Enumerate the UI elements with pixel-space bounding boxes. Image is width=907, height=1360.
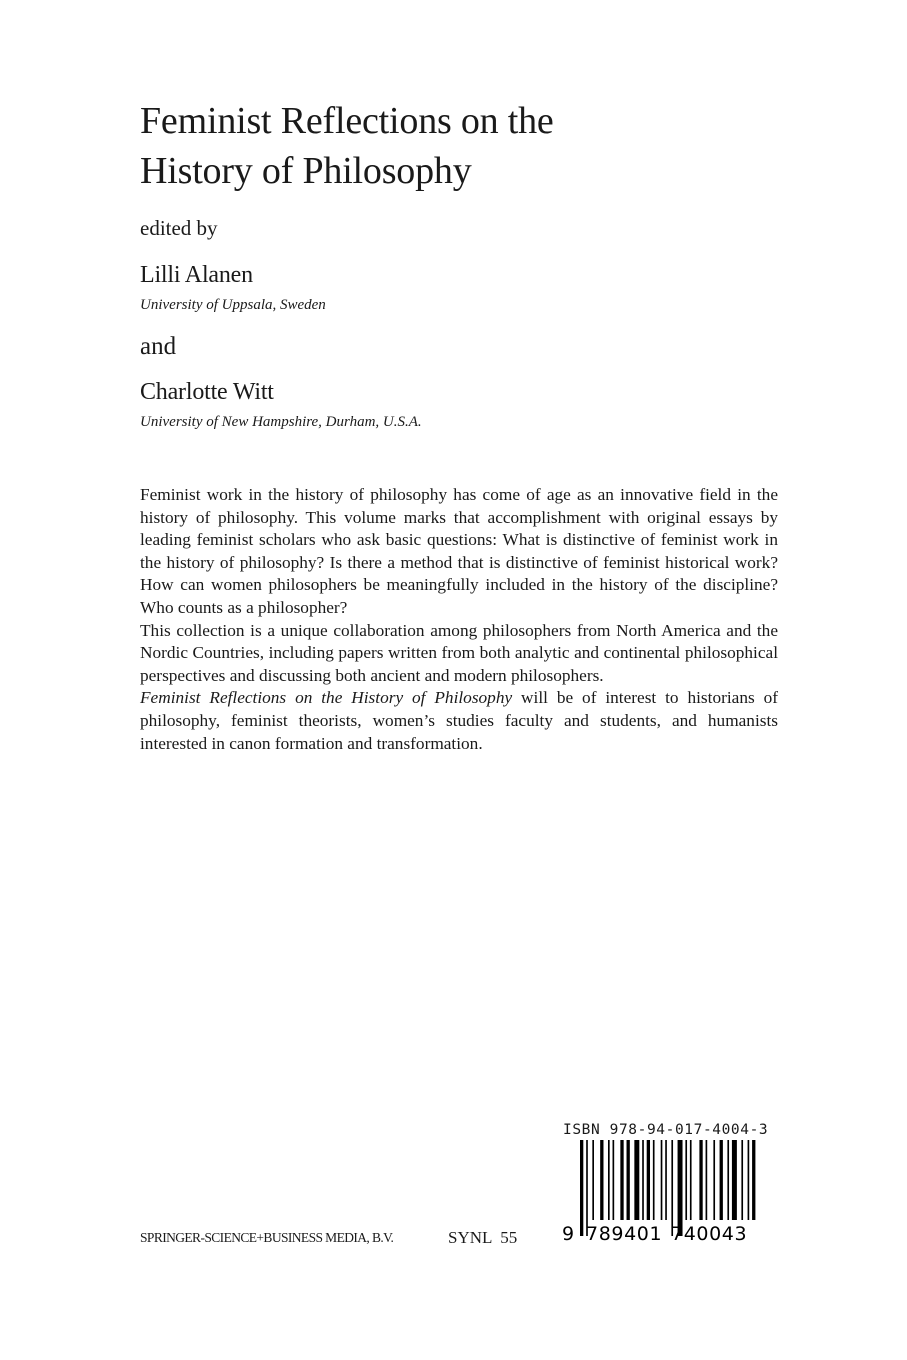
barcode-bar	[608, 1140, 610, 1220]
barcode-bar	[586, 1140, 588, 1236]
barcode-bar	[665, 1140, 667, 1220]
barcode-bar	[741, 1140, 743, 1220]
barcode-bar	[690, 1140, 692, 1220]
publisher-name: SPRINGER-SCIENCE+BUSINESS MEDIA, B.V.	[140, 1230, 394, 1245]
editor-2-name: Charlotte Witt	[140, 379, 274, 405]
title-line-1: Feminist Reflections on the	[140, 100, 554, 142]
barcode-bar	[580, 1140, 583, 1236]
barcode-bar	[592, 1140, 594, 1220]
editor-2-affiliation: University of New Hampshire, Durham, U.S.A.	[140, 414, 422, 430]
title-line-2: History of Philosophy	[140, 150, 472, 192]
edited-by-label: edited by	[140, 216, 218, 240]
barcode-bar	[720, 1140, 723, 1220]
description-paragraph-3-text: will be of interest to historians of philosophy, feminist theorists, women’s studies faculty and students, and humanists interested in canon formation and transformation.	[140, 688, 778, 753]
series-code: SYNL 55	[448, 1228, 518, 1247]
description-paragraph-2: This collection is a unique collaboration among philosophers from North America and the Nordic Countries, including papers written from both analytic and continental philosophical perspectives and discussing both ancient and modern philosophers.	[140, 620, 778, 685]
barcode	[560, 1138, 760, 1242]
book-title	[140, 96, 840, 196]
barcode-digit-first: 9	[562, 1223, 575, 1242]
editor-1-affiliation: University of Uppsala, Sweden	[140, 297, 326, 313]
barcode-bar	[732, 1140, 737, 1220]
barcode-digits-left: 789401	[586, 1223, 663, 1242]
barcode-bars	[580, 1140, 760, 1236]
barcode-bar	[642, 1140, 644, 1220]
barcode-bar	[713, 1140, 715, 1220]
barcode-bar	[699, 1140, 702, 1220]
barcode-bar	[634, 1140, 639, 1220]
barcode-bar	[748, 1140, 750, 1220]
barcode-bar	[627, 1140, 630, 1220]
editor-1-name: Lilli Alanen	[140, 262, 253, 288]
description-paragraph-1: Feminist work in the history of philosophy has come of age as an innovative field in the history of philosophy. This volume marks that accomplishment with original essays by leading feminist scholars who ask basic questions: What is distinctive of feminist work in the history of philosophy? Is there a method that is distinctive of feminist historical work? How can women philosophers be meaningfully included in the history of the discipline? Who counts as a philosopher?	[140, 485, 778, 617]
description-book-title: Feminist Reflections on the History of Philosophy	[140, 688, 513, 708]
barcode-bar	[647, 1140, 650, 1220]
barcode-bar	[678, 1140, 683, 1236]
barcode-bar	[685, 1140, 687, 1220]
barcode-bar	[727, 1140, 729, 1220]
description-paragraph-3	[140, 687, 778, 755]
barcode-bar	[620, 1140, 623, 1220]
barcode-digits-right: 740043	[671, 1223, 748, 1242]
book-description	[140, 484, 778, 755]
barcode-bar	[653, 1140, 655, 1220]
barcode-bar	[706, 1140, 708, 1220]
barcode-bar	[613, 1140, 615, 1220]
barcode-bar	[600, 1140, 603, 1220]
and-conjunction: and	[140, 333, 177, 360]
isbn-label: ISBN 978-94-017-4004-3	[563, 1122, 769, 1138]
barcode-bar	[661, 1140, 663, 1220]
barcode-bar	[671, 1140, 673, 1236]
barcode-bar	[752, 1140, 755, 1220]
